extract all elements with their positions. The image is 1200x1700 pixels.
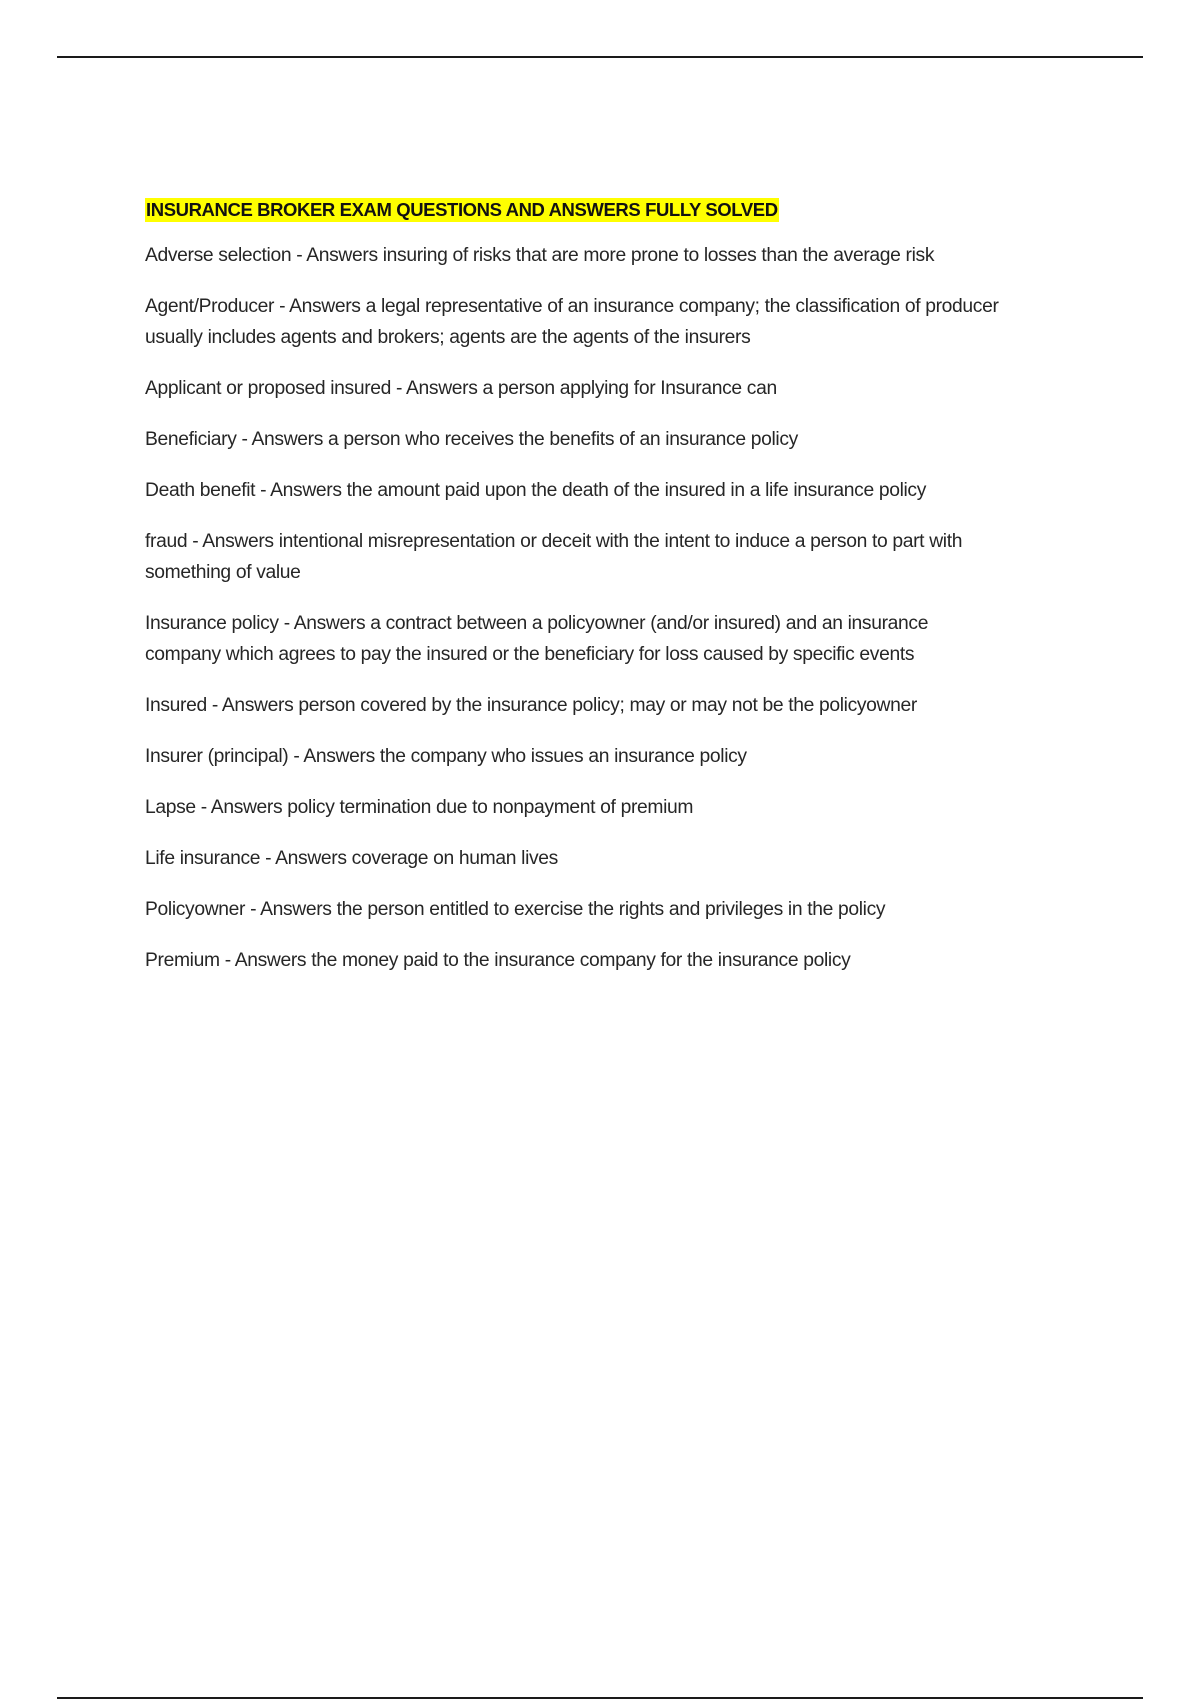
entry-line: Applicant or proposed insured - Answers a person applying for Insurance can — [145, 378, 777, 399]
entry-line: Insurer (principal) - Answers the company who issues an insurance policy — [145, 746, 747, 767]
entry-line: Lapse - Answers policy termination due to nonpayment of premium — [145, 797, 694, 818]
entry-line: Policyowner - Answers the person entitled to exercise the rights and privileges in the policy — [145, 899, 886, 920]
entry-line: Agent/Producer - Answers a legal representative of an insurance company; the classification of producer — [145, 296, 999, 317]
entry-death-benefit — [145, 475, 1100, 506]
entry-fraud — [145, 526, 1100, 588]
entry-life-insurance — [145, 843, 1100, 874]
entry-line: Premium - Answers the money paid to the insurance company for the insurance policy — [145, 950, 851, 971]
entry-line: fraud - Answers intentional misrepresentation or deceit with the intent to induce a person to part with — [145, 531, 963, 552]
entry-insurance-policy — [145, 608, 1100, 670]
entry-line: Insurance policy - Answers a contract between a policyowner (and/or insured) and an insurance — [145, 613, 929, 634]
entry-line: Death benefit - Answers the amount paid upon the death of the insured in a life insurance policy — [145, 480, 927, 501]
document-title: INSURANCE BROKER EXAM QUESTIONS AND ANSWERS FULLY SOLVED — [146, 199, 778, 220]
entry-line: Adverse selection - Answers insuring of risks that are more prone to losses than the average risk — [145, 245, 935, 266]
entry-agent-producer — [145, 291, 1100, 353]
entry-line: Life insurance - Answers coverage on human lives — [145, 848, 558, 869]
title-wrapper — [145, 198, 1100, 240]
entry-line: company which agrees to pay the insured or the beneficiary for loss caused by specific events — [145, 644, 915, 665]
entry-line: usually includes agents and brokers; agents are the agents of the insurers — [145, 327, 751, 348]
top-rule — [57, 56, 1143, 58]
entry-adverse-selection — [145, 240, 1100, 271]
entry-line: Insured - Answers person covered by the insurance policy; may or may not be the policyowner — [145, 695, 917, 716]
entry-insurer — [145, 741, 1100, 772]
entry-line: Beneficiary - Answers a person who receives the benefits of an insurance policy — [145, 429, 798, 450]
document-body — [145, 198, 1100, 996]
entry-premium — [145, 945, 1100, 976]
entry-policyowner — [145, 894, 1100, 925]
entry-line: something of value — [145, 562, 301, 583]
entry-beneficiary — [145, 424, 1100, 455]
entry-applicant — [145, 373, 1100, 404]
entry-insured — [145, 690, 1100, 721]
bottom-rule — [57, 1697, 1143, 1699]
entry-lapse — [145, 792, 1100, 823]
